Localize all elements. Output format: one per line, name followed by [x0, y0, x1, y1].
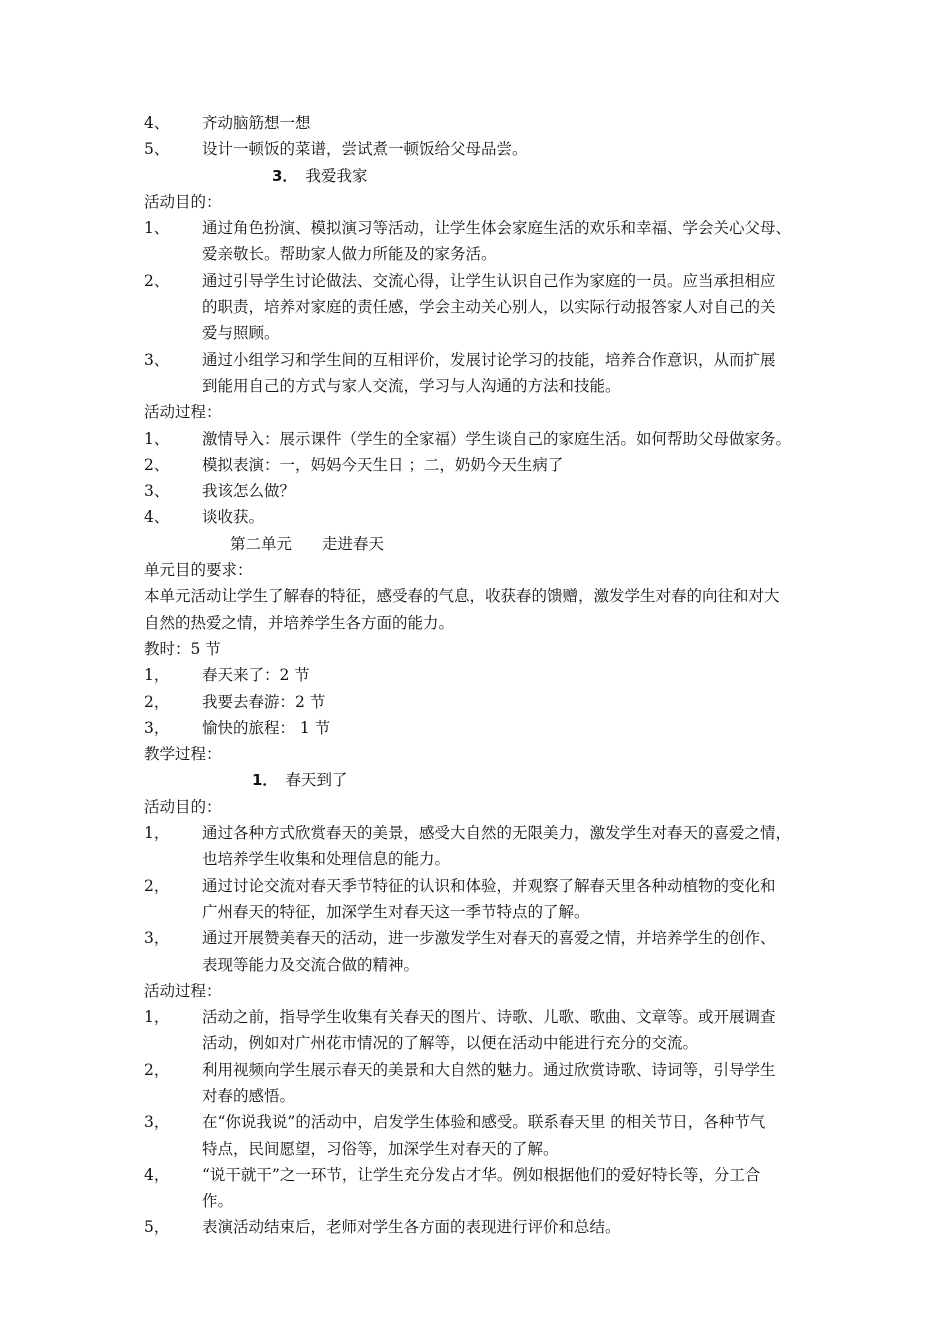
list-item — [144, 1004, 828, 1057]
lesson-title — [144, 767, 828, 793]
list-item — [144, 136, 828, 162]
item-number: 4， — [144, 1165, 170, 1184]
item-number: 5、 — [144, 140, 170, 159]
list-item — [144, 715, 828, 741]
item-number: 1， — [144, 824, 170, 843]
requirement-text-line: 本单元活动让学生了解春的特征，感受春的气息，收获春的馈赠，激发学生对春的向往和对大 — [144, 587, 780, 606]
item-text: 齐动脑筋想一想 — [202, 114, 311, 132]
item-text-line: 通过开展赞美春天的活动，进一步激发学生对春天的喜爱之情，并培养学生的创作、 — [202, 929, 776, 948]
item-number: 3， — [144, 718, 170, 737]
list-item — [144, 452, 828, 478]
item-text: 设计一顿饭的菜谱，尝试煮一顿饭给父母品尝。 — [202, 140, 528, 159]
item-number: 4、 — [144, 508, 170, 527]
item-number: 3、 — [144, 350, 170, 369]
item-text-line: 爱与照顾。 — [202, 324, 280, 343]
list-item — [144, 925, 828, 978]
item-number: 3， — [144, 1113, 170, 1132]
item-number: 5， — [144, 1218, 170, 1237]
teaching-process-heading: 教学过程： — [144, 745, 222, 764]
item-text: 我要去春游：2 节 — [202, 692, 326, 711]
item-text-line: 表演活动结束后，老师对学生各方面的表现进行评价和总结。 — [202, 1218, 621, 1237]
item-number: 3、 — [144, 482, 170, 501]
item-text-line: 通过讨论交流对春天季节特征的认识和体验，并观察了解春天里各种动植物的变化和 — [202, 876, 776, 895]
item-text-line: 活动，例如对广州花市情况的了解等，以便在活动中能进行充分的交流。 — [202, 1034, 699, 1053]
item-number: 2， — [144, 876, 170, 895]
item-text-line: 通过小组学习和学生间的互相评价，发展讨论学习的技能，培养合作意识，从而扩展 — [202, 350, 776, 369]
list-item — [144, 1057, 828, 1110]
list-item — [144, 820, 828, 873]
list-item — [144, 504, 828, 530]
item-number: 4、 — [144, 114, 170, 132]
section-title-text: 我爱我家 — [305, 166, 368, 185]
item-text-line: 也培养学生收集和处理信息的能力。 — [202, 850, 451, 869]
item-text-line: 通过角色扮演、模拟演习等活动，让学生体会家庭生活的欢乐和幸福、学会关心父母、 — [202, 219, 792, 238]
item-text-line: 特点，民间愿望，习俗等，加深学生对春天的了解。 — [202, 1139, 559, 1158]
list-item — [144, 1162, 828, 1215]
process-heading: 活动过程： — [144, 403, 222, 422]
item-text-line: 通过引导学生讨论做法、交流心得，让学生认识自己作为家庭的一员。应当承担相应 — [202, 271, 776, 290]
list-item — [144, 1214, 828, 1240]
item-text: 谈收获。 — [202, 508, 265, 527]
list-item — [144, 268, 828, 347]
item-text-line: 利用视频向学生展示春天的美景和大自然的魅力。通过欣赏诗歌、诗词等，引导学生 — [202, 1060, 776, 1079]
item-text-line: “说干就干”之一环节，让学生充分发占才华。例如根据他们的爱好特长等，分工合 — [202, 1165, 761, 1184]
list-item — [144, 689, 828, 715]
item-number: 2， — [144, 1060, 170, 1079]
item-text: 模拟表演：一，妈妈今天生日 ；二，奶奶今天生病了 — [202, 455, 564, 474]
list-item — [144, 426, 828, 452]
section-number: 3． — [272, 166, 298, 185]
item-text-line: 活动之前，指导学生收集有关春天的图片、诗歌、儿歌、歌曲、文章等。或开展调查 — [202, 1008, 776, 1027]
lesson-title-text: 春天到了 — [285, 771, 348, 790]
item-text: 春天来了：2 节 — [202, 666, 310, 685]
list-item — [144, 1109, 828, 1162]
list-item — [144, 873, 828, 926]
item-number: 1、 — [144, 429, 170, 448]
list-item — [144, 110, 828, 136]
item-text: 我该怎么做？ — [202, 482, 296, 501]
list-item — [144, 347, 828, 400]
item-number: 2、 — [144, 271, 170, 290]
goal-heading: 活动目的： — [144, 192, 222, 211]
requirement-text-line: 自然的热爱之情，并培养学生各方面的能力。 — [144, 613, 455, 632]
item-text-line: 的职责，培养对家庭的责任感，学会主动关心别人，以实际行动报答家人对自己的关 — [202, 298, 776, 317]
unit-title — [144, 531, 828, 557]
item-number: 3， — [144, 929, 170, 948]
requirement-heading: 单元目的要求： — [144, 561, 253, 580]
item-text-line: 对春的感悟。 — [202, 1086, 296, 1105]
unit-title-text: 第二单元 — [230, 534, 293, 553]
list-item — [144, 662, 828, 688]
goal-heading: 活动目的： — [144, 797, 222, 816]
section-title — [144, 163, 828, 189]
item-text-line: 到能用自己的方式与家人交流，学习与人沟通的方法和技能。 — [202, 376, 621, 395]
list-item — [144, 478, 828, 504]
item-number: 1， — [144, 1008, 170, 1027]
item-text: 激情导入：展示课件（学生的全家福）学生谈自己的家庭生活。如何帮助父母做家务。 — [202, 429, 792, 448]
item-text-line: 作。 — [202, 1192, 234, 1211]
item-text-line: 表现等能力及交流合做的精神。 — [202, 955, 420, 974]
item-number: 2、 — [144, 455, 170, 474]
item-number: 1， — [144, 666, 170, 685]
item-number: 1、 — [144, 219, 170, 238]
hours-label: 教时：5 节 — [144, 639, 221, 658]
item-number: 2， — [144, 692, 170, 711]
item-text-line: 在“你说我说”的活动中，启发学生体验和感受。联系春天里 的相关节日，各种节气 — [202, 1113, 766, 1132]
unit-subtitle-text: 走进春天 — [322, 534, 385, 553]
list-item — [144, 215, 828, 268]
item-text-line: 广州春天的特征，加深学生对春天这一季节特点的了解。 — [202, 902, 590, 921]
item-text: 愉快的旅程： 1 节 — [202, 718, 331, 737]
process-heading: 活动过程： — [144, 981, 222, 1000]
document-body — [144, 110, 828, 1241]
item-text-line: 爱亲敬长。帮助家人做力所能及的家务活。 — [202, 245, 497, 264]
lesson-number: 1． — [252, 771, 278, 790]
item-text-line: 通过各种方式欣赏春天的美景，感受大自然的无限美力，激发学生对春天的喜爱之情， — [202, 824, 792, 843]
